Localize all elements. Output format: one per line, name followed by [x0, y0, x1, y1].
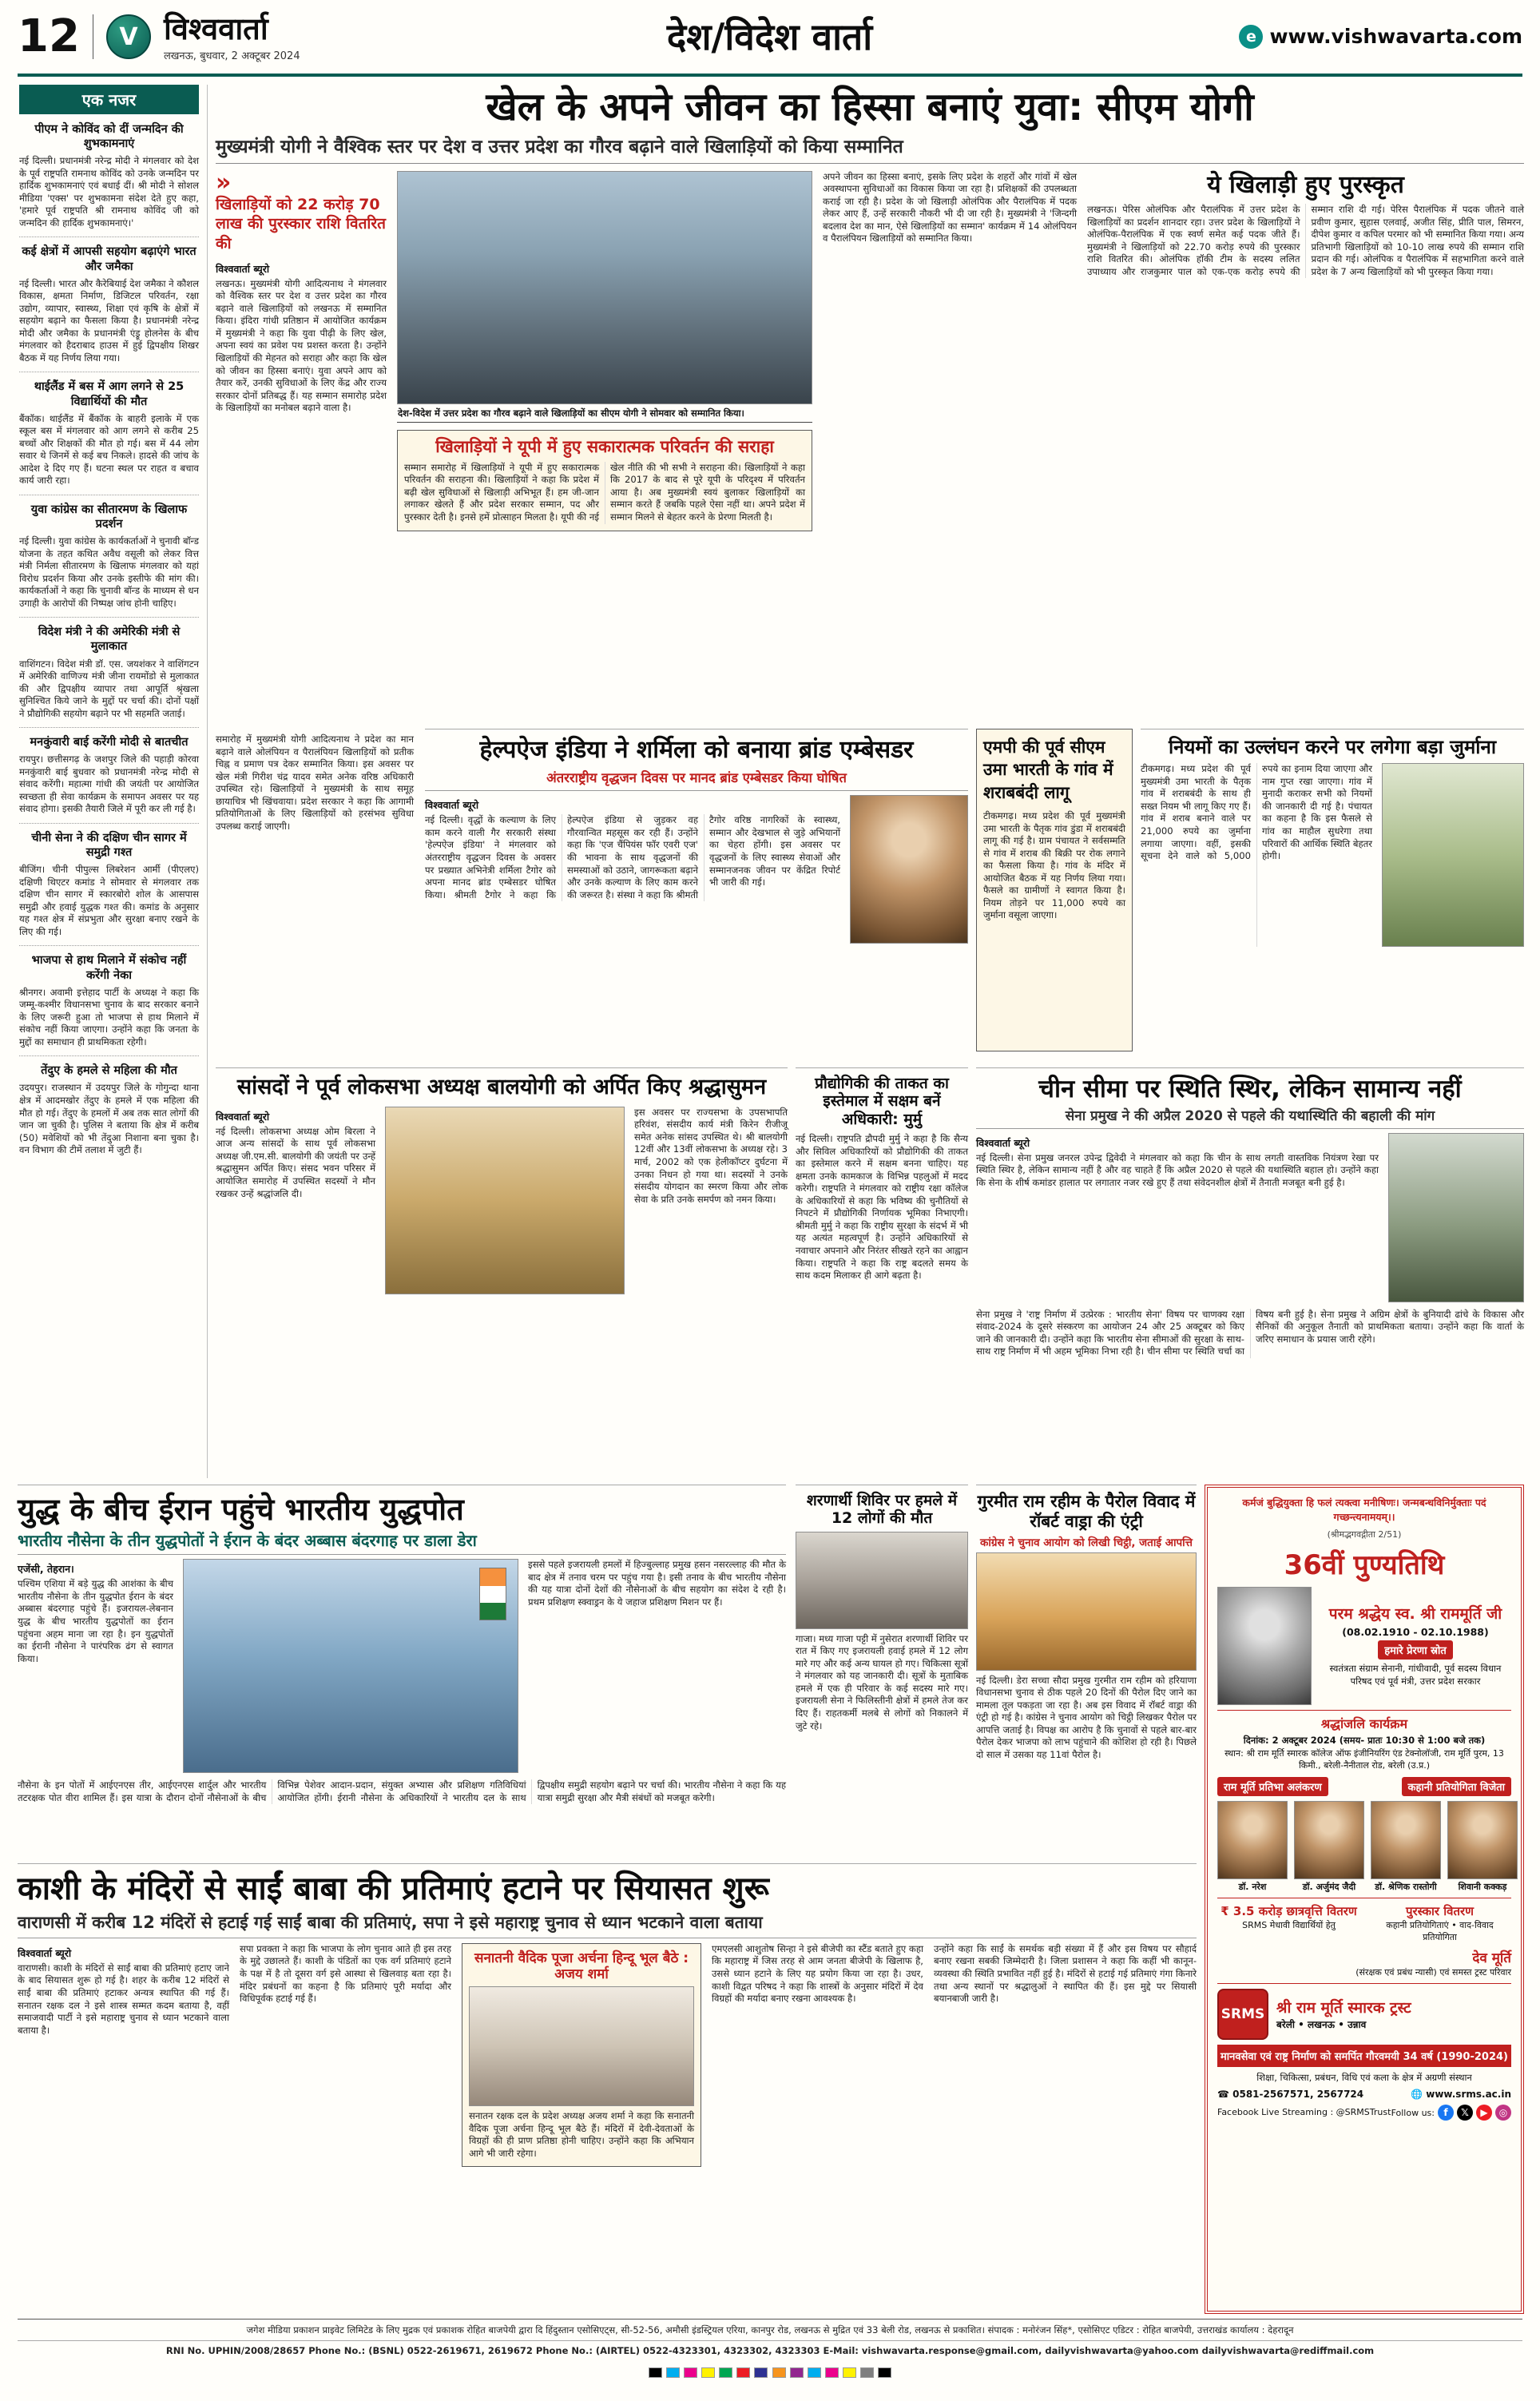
ad-signatory-role: (संरक्षक एवं प्रबंध न्यासी) एवं समस्त ट्रस्ट परिवार	[1355, 1966, 1511, 1978]
sidebar-item-headline: युवा कांग्रेस का सीतारमण के खिलाफ प्रदर्शन	[30, 503, 188, 531]
iran-col-left	[18, 1559, 173, 1773]
masthead-title: विश्ववार्ता	[163, 10, 268, 46]
ad-shloka: कर्मजं बुद्धियुक्ता हि फलं त्यक्त्वा मनीषिणः। जन्मबन्धविनिर्मुक्ताः पदं गच्छन्त्यनामयम्।।	[1242, 1497, 1486, 1523]
website-block	[1239, 25, 1522, 49]
honoree-photo	[1447, 1801, 1518, 1879]
lead-box-body: सम्मान समारोह में खिलाड़ियों ने यूपी में हुए सकारात्मक परिवर्तन की सराहना की। खिलाड़ियों ने कहा कि प्रदेश में बढ़ी खेल सुविधाओं से खिलाड़ी अभिभूत हैं। हम जी-जान लगाकर खेलते हैं और प्रदेश सरकार सम्मान, पद और पुरस्कार देती है। इनसे हमें प्रोत्साहन मिलता है। यूपी की नई खेल नीति की भी सभी ने सराहना की। खिलाड़ियों ने कहा कि 2017 के बाद से पूरे यूपी के परिदृश्य में परिवर्तन आया है। अब मुख्यमंत्री स्वयं बुलाकर खिलाड़ियों का सम्मान करते हैं जबकि पहले ऐसा नहीं था। अपने प्रदेश में सम्मान मिलने से बेहतर करने के प्रेरणा मिलती है।	[404, 461, 805, 523]
ad-fields: शिक्षा, चिकित्सा, प्रबंधन, विधि एवं कला के क्षेत्र में अग्रणी संस्थान	[1256, 2071, 1472, 2083]
kashi-subheadline: वाराणसी में करीब 12 मंदिरों से हटाई गई साईं बाबा की प्रतिमाएं, सपा ने इसे महाराष्ट्र चुनाव से ध्यान भटकाने वाला बताया	[18, 1913, 1197, 1938]
uma-body: टीकमगढ़। मध्य प्रदेश की पूर्व मुख्यमंत्री उमा भारती के पैतृक गांव डुंडा में शराबबंदी लागू की गई है। ग्राम पंचायत ने सर्वसम्मति से गांव में शराब की बिक्री पर रोक लगाने का फैसला किया है। गांव के मंदिर में आयोजित बैठक में यह निर्णय लिया गया। फैसले का ग्रामीणों ने स्वागत किया है। नियम तोड़ने पर 11,000 रुपये का जुर्माना वसूला जाएगा।	[983, 810, 1125, 921]
sidebar-item-body: उदयपुर। राजस्थान में उदयपुर जिले के गोगुन्दा थाना क्षेत्र में आदमखोर तेंदुए के हमले में एक महिला की मौत हो गई। तेंदुए के हमलों में अब तक सात लोगों की जान जा चुकी है। पुलिस ने बताया कि क्षेत्र में करीब (50) मवेशियों को भी तेंदुआ निशाना बना चुका है। वन विभाग की टीमें तलाश में जुटी हैं।	[19, 1082, 199, 1156]
iran-body-1: पश्चिम एशिया में बड़े युद्ध की आशंका के बीच भारतीय नौसेना के तीन युद्धपोत ईरान के बंदर अब्बास बंदरगाह पहुंचे हैं। इजरायल-लेबनान युद्ध के बीच भारतीय युद्धपोतों का ईरान पहुंचना अहम माना जा रहा है। इन युद्धपोतों का ईरानी नौसेना ने पारंपरिक ढंग से स्वागत किया।	[18, 1578, 173, 1664]
ad-award-title: राम मूर्ति प्रतिभा अलंकरण	[1217, 1777, 1328, 1796]
sidebar-item-body: रायपुर। छत्तीसगढ़ के जशपुर जिले की पहाड़ी कोरवा मनकुंवारी बाई बुधवार को प्रधानमंत्री नरेन्द्र मोदी से संवाद करेंगी। महात्मा गांधी की जयंती पर आयोजित स्वच्छता ही सेवा कार्यक्रम के समापन अवसर पर यह संवाद होगा। इसकी तैयारी जिले में पूरी कर ली गई है।	[19, 753, 199, 815]
color-swatch	[701, 2367, 715, 2378]
helpage-article	[425, 729, 968, 944]
honoree-name: डॉ. अर्जुमंद जैदी	[1302, 1881, 1356, 1892]
masthead-title-block	[164, 11, 300, 63]
kashi-col-4	[712, 1943, 923, 2167]
kashi-inner-headline: सनातनी वैदिक पूजा अर्चना हिन्दू भूल बैठे : अजय शर्मा	[474, 1950, 689, 1982]
balayogi-col-left	[216, 1107, 375, 1294]
sidebar-item-headline: थाईलैंड में बस में आग लगने से 25 विद्यार्थियों की मौत	[34, 380, 185, 408]
sidebar-item-headline: पीएम ने कोविंद को दीं जन्मदिन की शुभकामनाएं	[34, 123, 184, 151]
ad-programs-row	[1217, 1898, 1511, 1943]
sidebar-item-headline: कई क्षेत्रों में आपसी सहयोग बढ़ाएंगे भारत और जमैका	[22, 245, 196, 273]
lead-subheadline: मुख्यमंत्री योगी ने वैश्विक स्तर पर देश व उत्तर प्रदेश का गौरव बढ़ाने वाले खिलाड़ियों को किया सम्मानित	[216, 137, 1524, 164]
helpage-byline: विश्ववार्ता ब्यूरो	[425, 799, 479, 812]
ad-honoree-text	[1320, 1604, 1511, 1688]
sidebar-item-headline: तेंदुए के हमले से महिला की मौत	[41, 1064, 177, 1078]
china-headline: चीन सीमा पर स्थिति स्थिर, लेकिन सामान्य नहीं	[1038, 1075, 1462, 1103]
sidebar-item-body: बैंकॉक। थाईलैंड में बैंकॉक के बाहरी इलाके में एक स्कूल बस में मंगलवार को आग लगने से करीब 25 बच्चों और शिक्षकों की मौत हो गई। बस में 44 लोग सवार थे जिनमें से कई बच निकले। हादसे की जांच के आदेश दे दिए गए हैं। घटना स्थल पर राहत व बचाव कार्य जारी रहा।	[19, 412, 199, 487]
lead-box-headline: खिलाड़ियों ने यूपी में हुए सकारात्मक परिवर्तन की सराहा	[435, 437, 774, 457]
sharmila-photo	[850, 795, 968, 944]
ad-org-name: श्री राम मूर्ति स्मारक ट्रस्ट	[1276, 1999, 1411, 2017]
penalty-body: टीकमगढ़। मध्य प्रदेश की पूर्व मुख्यमंत्री उमा भारती के पैतृक गांव में शराबबंदी के साथ ही सख्त नियम भी लागू किए गए हैं। गांव में शराब बनाने वाले पर 21,000 रुपये का जुर्माना लगाया जाएगा। वहीं, इसकी सूचना देने वाले को 5,000 रुपये का इनाम दिया जाएगा और नाम गुप्त रखा जाएगा। गांव में मुनादी कराकर सभी को नियमों की जानकारी दी गई है। पंचायत का कहना है कि इस फैसले से गांव का माहौल सुधरेगा तथा परिवारों की आर्थिक स्थिति बेहतर होगी।	[1141, 763, 1372, 862]
helpage-content	[425, 795, 968, 944]
lead-headline: खेल के अपने जीवन का हिस्सा बनाएं युवा: सीएम योगी	[486, 85, 1254, 129]
penalty-content	[1141, 763, 1524, 947]
kashi-inner-article	[462, 1943, 701, 2167]
ad-scholarship-block	[1217, 1903, 1360, 1943]
website-url: www.vishwavarta.com	[1269, 25, 1522, 49]
china-text	[976, 1133, 1379, 1302]
ad-org-block	[1217, 1983, 1511, 2040]
sidebar-item-headline: भाजपा से हाथ मिलाने में संकोच नहीं करेंगी नेका	[31, 954, 187, 982]
honoree-photo	[1294, 1801, 1364, 1879]
refugee-body: गाजा। मध्य गाजा पट्टी में नुसेरात शरणार्थी शिविर पर रात में किए गए इजरायली हवाई हमले में 12 लोग मारे गए और कई अन्य घायल हो गए। चिकित्सा सूत्रों ने मंगलवार को यह जानकारी दी। सूत्रों के मुताबिक हमले में एक ही परिवार के कई सदस्य मारे गए। इजरायली सेना ने फिलिस्तीनी क्षेत्रों में हमले तेज कर दिए हैं। राहतकर्मी मलबे से लोगों को निकालने में जुटे रहे।	[796, 1632, 968, 1731]
murmu-article	[796, 1067, 968, 1282]
color-swatch	[666, 2367, 680, 2378]
facebook-icon: f	[1438, 2105, 1454, 2121]
color-swatch	[649, 2367, 662, 2378]
footer	[18, 2319, 1522, 2381]
refugee-article	[796, 1485, 968, 1732]
sidebar-item-headline: चीनी सेना ने की दक्षिण चीन सागर में समुद्री गश्त	[31, 831, 187, 860]
ad-shloka-ref: (श्रीमद्भगवद्गीता 2/51)	[1327, 1529, 1402, 1540]
ad-honoree-dates: (08.02.1910 - 02.10.1988)	[1342, 1626, 1489, 1639]
sidebar-item-body: श्रीनगर। अवामी इत्तेहाद पार्टी के अध्यक्ष ने कहा कि जम्मू-कश्मीर विधानसभा चुनाव के बाद सरकार बनाने के लिए जरूरी हुआ तो भाजपा से हाथ मिलाने में संकोच नहीं किया जाएगा। उन्होंने कहा कि जनता के मुद्दों का समाधान ही प्राथमिकता रहेगी।	[19, 986, 199, 1047]
ad-follow-label: Follow us:	[1391, 2107, 1435, 2118]
color-swatch	[754, 2367, 768, 2378]
indian-flag-icon	[479, 1568, 506, 1620]
sidebar-item-headline: मनकुंवारी बाई करेंगी मोदी से बातचीत	[30, 736, 189, 749]
rammurti-photo	[1217, 1587, 1312, 1705]
ad-prize-sub: कहानी प्रतियोगिताएं • वाद-विवाद प्रतियोगिता	[1386, 1919, 1494, 1942]
kashi-body-2: सपा प्रवक्ता ने कहा कि भाजपा के लोग चुनाव आते ही इस तरह के मुद्दे उछालते हैं। काशी के पंडितों का एक वर्ग प्रतिमाएं हटाने के पक्ष में है तो दूसरा वर्ग इसे आस्था से खिलवाड़ बता रहा है। मंदिर प्रबंधनों का कहना है कि प्रतिमाएं पूरी मर्यादा और विधिपूर्वक हटाई गई हैं।	[240, 1942, 451, 2005]
rni-line: RNI No. UPHIN/2008/28657 Phone No.: (BSNL) 0522-2619671, 2619672 Phone No.: (AIRTEL) 0522-4323301, 4323302, 4323303 E-Mail: vishwavarta.response@gmail.com, dailyvishwavarta@yahoo.com dailyvishwavarta@rediffmail.com	[18, 2340, 1522, 2356]
china-body-1: नई दिल्ली। सेना प्रमुख जनरल उपेन्द्र द्विवेदी ने मंगलवार को कहा कि चीन के साथ लगती वास्तविक नियंत्रण रेखा पर स्थिति स्थिर है, लेकिन सामान्य नहीं है और वह चाहते हैं कि अप्रैल 2020 से पहले की यथास्थिति बहाल हो। उन्होंने कहा कि सेना के शीर्ष कमांडर हालात पर लगातार नजर रखे हुए हैं तथा संवेदनशील क्षेत्रों में तैनाती मजबूत बनी हुई है।	[976, 1151, 1379, 1188]
color-swatch	[719, 2367, 732, 2378]
color-calibration-bar	[18, 2366, 1522, 2381]
china-content	[976, 1133, 1524, 1302]
ad-website: 🌐 www.srms.ac.in	[1411, 2088, 1511, 2100]
iran-headline: युद्ध के बीच ईरान पहुंचे भारतीय युद्धपोत	[18, 1492, 464, 1527]
honoree-name: डॉ. श्रेणिक रास्तोगी	[1375, 1881, 1437, 1892]
color-swatch	[860, 2367, 874, 2378]
color-swatch	[790, 2367, 804, 2378]
uma-headline: एमपी की पूर्व सीएम उमा भारती के गांव में शराबबंदी लागू	[983, 737, 1113, 802]
honoree-photo	[1371, 1801, 1441, 1879]
ad-program-date: दिनांक: 2 अक्टूबर 2024 (समय- प्रातः 10:30 से 1:00 बजे तक)	[1243, 1735, 1486, 1746]
lead-right-headline: ये खिलाड़ी हुए पुरस्कृत	[1207, 170, 1404, 199]
honoree-name: डॉ. नरेश	[1238, 1881, 1267, 1892]
kashi-byline: विश्ववार्ता ब्यूरो	[18, 1946, 72, 1959]
ad-social-text: Facebook Live Streaming : @SRMSTrust	[1217, 2107, 1391, 2118]
color-swatch	[736, 2367, 750, 2378]
sidebar-item-body: बीजिंग। चीनी पीपुल्स लिबरेशन आर्मी (पीएलए) दक्षिणी थिएटर कमांड ने सोमवार से मंगलवार तक दक्षिण चीन सागर में स्कारबोरो शोल के आसपास समुद्री और हवाई युद्धक गश्त की। कमांड के अनुसार यह गश्त क्षेत्र में संप्रभुता और सुरक्षा बनाए रखने के लिए की गई।	[19, 864, 199, 937]
ad-prize: पुरस्कार वितरण	[1405, 1903, 1474, 1918]
lead-pullquote: खिलाड़ियों को 22 करोड़ 70 लाख की पुरस्कार राशि वितरित की	[216, 195, 386, 253]
gurmeet-headline: गुरमीत राम रहीम के पैरोल विवाद में रॉबर्ट वाड्रा की एंट्री	[977, 1492, 1196, 1531]
sidebar-item-body: नई दिल्ली। प्रधानमंत्री नरेन्द्र मोदी ने मंगलवार को देश के पूर्व राष्ट्रपति रामनाथ कोविंद को उनके जन्मदिन पर हार्दिक शुभकामनाएं एवं बधाई दीं। श्री मोदी ने सोशल मीडिया 'एक्स' पर शुभकामना संदेश देते हुए कहा, 'हमारे पूर्व राष्ट्रपति श्री रामनाथ कोविंद जी को जन्मदिन की हार्दिक शुभकामनाएं।'	[19, 155, 199, 229]
sidebar-item-body: नई दिल्ली। युवा कांग्रेस के कार्यकर्ताओं ने चुनावी बॉन्ड योजना के तहत कथित अवैध वसूली को लेकर वित्त मंत्री निर्मला सीतारमण के खिलाफ मंगलवार को यहां विरोध प्रदर्शन किया और उनके इस्तीफे की मांग की। कार्यकर्ताओं ने कहा कि चुनावी बॉन्ड के माध्यम से धन उगाही के आरोपों की निष्पक्ष जांच होनी चाहिए।	[19, 535, 199, 609]
kashi-inner-body: सनातन रक्षक दल के प्रदेश अध्यक्ष अजय शर्मा ने कहा कि सनातनी वैदिक पूजा अर्चना हिन्दू भूल बैठे हैं। मंदिरों में देवी-देवताओं के विग्रहों की ही प्राण प्रतिष्ठा होनी चाहिए। उन्होंने कहा कि अभियान आगे भी जारी रहेगा।	[469, 2110, 694, 2159]
lead-continuation	[216, 733, 414, 833]
balayogi-headline: सांसदों ने पूर्व लोकसभा अध्यक्ष बालयोगी को अर्पित किए श्रद्धासुमन	[236, 1075, 767, 1099]
ad-banner: मानवसेवा एवं राष्ट्र निर्माण को समर्पित गौरवमयी 34 वर्ष (1990-2024)	[1217, 2045, 1511, 2067]
color-swatch	[808, 2367, 821, 2378]
lead-body-1: लखनऊ। मुख्यमंत्री योगी आदित्यनाथ ने मंगलवार को वैश्विक स्तर पर देश व उत्तर प्रदेश का गौरव बढ़ाने वाले खिलाड़ियों को लखनऊ में सम्मानित किया। इंदिरा गांधी प्रतिष्ठान में आयोजित कार्यक्रम में मुख्यमंत्री ने कहा कि युवा पीढ़ी के लिए खेल, अपना स्वयं का प्रवेश पथ प्रशस्त करता है। उन्होंने खिलाड़ियों की मेहनत को सराहा और कहा कि खेल को जीवन का हिस्सा बनाएं। युवा अपने आप को तैयार करें, उनकी सुविधाओं के लिए केंद्र और राज्य सरकार दोनों प्रतिबद्ध हैं। यह सम्मान समारोह प्रदेश के खिलाड़ियों का मनोबल बढ़ाने वाला है।	[216, 277, 387, 414]
ad-signatory: देव मूर्ति	[1472, 1950, 1511, 1966]
color-swatch	[684, 2367, 697, 2378]
color-swatch	[843, 2367, 856, 2378]
ad-honoree-card	[1294, 1801, 1364, 1893]
ad-contact-row	[1217, 2089, 1511, 2100]
ad-honorees-row	[1217, 1801, 1511, 1893]
srms-logo: SRMS	[1217, 1989, 1268, 2040]
balayogi-content	[216, 1107, 788, 1294]
china-article	[976, 1067, 1524, 1358]
color-swatch	[825, 2367, 839, 2378]
ad-org-text	[1276, 1997, 1411, 2031]
lead-byline: विश्ववार्ता ब्यूरो	[216, 262, 270, 275]
kashi-col-1	[18, 1943, 229, 2167]
kashi-body-3: एमएलसी आशुतोष सिन्हा ने इसे बीजेपी का स्टैंड बताते हुए कहा कि महाराष्ट्र में जिस तरह से आम जनता बीजेपी के खिलाफ है, उससे ध्यान हटाने के लिए यह प्रयोग किया जा रहा है। उधर, काशी विद्वत परिषद ने कहा कि शास्त्रों के अनुसार मंदिरों में देव विग्रहों की मर्यादा बनाए रखना आवश्यक है।	[712, 1942, 923, 2005]
sidebar-title: एक नजर	[19, 85, 199, 114]
balayogi-body-1: नई दिल्ली। लोकसभा अध्यक्ष ओम बिरला ने आज अन्य सांसदों के साथ पूर्व लोकसभा अध्यक्ष जी.एम.सी. बालयोगी की जयंती पर उन्हें श्रद्धासुमन अर्पित किए। संसद भवन परिसर में आयोजित समारोह में उपस्थित सदस्यों ने मौन रखकर उन्हें श्रद्धांजलि दी।	[216, 1125, 375, 1199]
ad-honoree-name: परम श्रद्धेय स्व. श्री राममूर्ति जी	[1328, 1604, 1502, 1623]
lead-col-1	[216, 168, 387, 531]
color-swatch	[878, 2367, 891, 2378]
page-number: 12	[18, 14, 93, 59]
sidebar-item-headline: विदेश मंत्री ने की अमेरिकी मंत्री से मुलाकात	[38, 626, 181, 654]
helpage-headline: हेल्पऐज इंडिया ने शर्मिला को बनाया ब्रांड एम्बेसडर	[479, 736, 914, 764]
murmu-headline: प्रौद्योगिकी की ताकत का इस्तेमाल में सक्षम बनें अधिकारी: मुर्मु	[815, 1075, 949, 1128]
lead-col-4	[1087, 171, 1524, 531]
kashi-article	[18, 1863, 1197, 2167]
balayogi-photo	[385, 1107, 625, 1294]
honoree-photo	[1217, 1801, 1288, 1879]
kashi-body-4: उन्होंने कहा कि साईं के समर्थक बड़ी संख्या में हैं और इस विषय पर सौहार्द बनाए रखना सबकी जिम्मेदारी है। जिला प्रशासन ने कहा कि कहीं भी कानून-व्यवस्था की स्थिति प्रभावित नहीं हुई है। मंदिरों से हटाई गई प्रतिमाएं गंगा किनारे तथा अन्य स्थानों पर श्रद्धालुओं ने स्थापित की हैं। इस मुद्दे पर सियासी बयानबाजी जारी है।	[934, 1942, 1197, 2005]
sidebar-ek-nazar	[18, 85, 208, 1478]
gurmeet-subheadline: कांग्रेस ने चुनाव आयोग को लिखी चिट्ठी, जताई आपत्ति	[980, 1536, 1193, 1549]
lead-col-2	[397, 171, 812, 531]
iran-body-3: नौसेना के इन पोतों में आईएनएस तीर, आईएनएस शार्दुल और भारतीय तटरक्षक पोत वीरा शामिल हैं। इस यात्रा के दौरान दोनों नौसेनाओं के बीच विभिन्न पेशेवर आदान-प्रदान, संयुक्त अभ्यास और प्रशिक्षण गतिविधियां आयोजित होंगी। ईरानी नौसेना के अधिकारियों ने भारतीय दल के साथ द्विपक्षीय समुद्री सहयोग बढ़ाने पर चर्चा की। भारतीय नौसेना ने कहा कि यह यात्रा समुद्री सुरक्षा और मैत्री संबंधों को मजबूत करेगी।	[18, 1779, 786, 1803]
ad-social-row	[1217, 2105, 1511, 2121]
navy-photo	[183, 1559, 518, 1773]
kashi-col-2	[240, 1943, 451, 2167]
ad-program-venue: स्थान: श्री राम मूर्ति स्मारक कॉलेज ऑफ इंजीनियरिंग एंड टेक्नोलॉजी, राम मूर्ति पुरम, 13 किमी., बरेली-नैनीताल रोड, बरेली (उ.प्र.)	[1224, 1748, 1504, 1771]
lead-photo-caption: देश-विदेश में उत्तर प्रदेश का गौरव बढ़ाने वाले खिलाड़ियों का सीएम योगी ने सोमवार को सम्मानित किया।	[397, 404, 812, 423]
ad-phone: ☎ 0581-2567571, 2567724	[1217, 2088, 1364, 2100]
gurmeet-body: नई दिल्ली। डेरा सच्चा सौदा प्रमुख गुरमीत राम रहीम को हरियाणा विधानसभा चुनाव से ठीक पहले 20 दिनों की पैरोल दिए जाने का मामला तूल पकड़ता जा रहा है। अब इस विवाद में रॉबर्ट वाड्रा की एंट्री हो गई है। कांग्रेस ने चुनाव आयोग को चिट्ठी लिखकर पैरोल पर आपत्ति जताई है। विपक्ष का आरोप है कि चुनावों से पहले बार-बार पैरोल देकर भाजपा को लाभ पहुंचाने की कोशिश हो रही है। पिछले दो साल में उसका यह 11वां पैरोल है।	[976, 1674, 1197, 1760]
youtube-icon: ▶	[1476, 2105, 1492, 2121]
lead-body-cont: समारोह में मुख्यमंत्री योगी आदित्यनाथ ने प्रदेश का मान बढ़ाने वाले ओलंपियन व पैरालंपियन खिलाड़ियों को प्रतीक चिह्न व प्रमाण पत्र देकर सम्मानित किया। इस अवसर पर खेल मंत्री गिरीश चंद्र यादव समेत अनेक वरिष्ठ अधिकारी उपस्थित रहे। खिलाड़ियों ने मुख्यमंत्री के साथ समूह छायाचित्र भी खिंचवाया। प्रदेश सरकार ने कहा कि आगामी प्रतियोगिताओं के लिए खिलाड़ियों को हरसंभव सुविधा उपलब्ध कराई जाएगी।	[216, 733, 414, 832]
balayogi-article	[216, 1067, 788, 1294]
ad-follow-block	[1391, 2105, 1511, 2121]
ad-inspiration-title: हमारे प्रेरणा स्रोत	[1378, 1640, 1453, 1660]
ad-story-title: कहानी प्रतियोगिता विजेता	[1402, 1777, 1511, 1796]
ram-rahim-photo	[976, 1552, 1197, 1671]
sidebar-item-body: नई दिल्ली। भारत और कैरेबियाई देश जमैका ने कौशल विकास, क्षमता निर्माण, डिजिटल परिवर्तन, रक्षा उद्योग, व्यापार, स्वास्थ्य, शिक्षा एवं कृषि के क्षेत्रों में सहयोग बढ़ाने का फैसला किया है। प्रधानमंत्री नरेन्द्र मोदी और जमैका के प्रधानमंत्री एंड्रू होलनेस के बीच मंगलवार को हैदराबाद हाउस में हुई द्विपक्षीय शिखर बैठक में यह निर्णय लिया गया।	[19, 277, 199, 364]
lead-body-2: अपने जीवन का हिस्सा बनाएं, इसके लिए प्रदेश के शहरों और गांवों में खेल अवस्थापना सुविधाओं का विकास किया जा रहा है। प्रशिक्षकों की उपलब्धता कराई जा रही है। प्रदेश के जो खिलाड़ी ओलंपिक और पैरालंपिक में पदक लेकर आए हैं, उन्हें सरकारी नौकरी भी दी जा रही है। मुख्यमंत्री ने 'जिन्दगी बदलाव देश का मान, ऐसे खिलाड़ियों का सम्मान' कार्यक्रम में 14 ओलंपियन व पैरालंपियन खिलाड़ियों को सम्मानित किया।	[823, 170, 1077, 244]
kashi-body-1: वाराणसी। काशी के मंदिरों से साईं बाबा की प्रतिमाएं हटाए जाने के बाद सियासत शुरू हो गई है। शहर के करीब 12 मंदिरों से साईं बाबा की प्रतिमाएं हटाकर अन्यत्र स्थापित की गई हैं। सनातन रक्षक दल ने इसे शास्त्र सम्मत कदम बताया है, वहीं समाजवादी पार्टी ने इसे महाराष्ट्र चुनाव से ध्यान भटकाने वाला बताया है।	[18, 1962, 229, 2036]
iran-byline: एजेंसी, तेहरान।	[18, 1563, 74, 1576]
china-byline: विश्ववार्ता ब्यूरो	[976, 1136, 1030, 1149]
gurmeet-article	[976, 1485, 1197, 1761]
lead-right-body: लखनऊ। पेरिस ओलंपिक और पैरालंपिक में उत्तर प्रदेश के खिलाड़ियों का प्रदर्शन शानदार रहा। उत्तर प्रदेश के खिलाड़ियों ने ओलंपिक-पैरालंपिक में एक स्वर्ण समेत कई पदक जीते हैं। मुख्यमंत्री ने खिलाड़ियों को 22.70 करोड़ रुपये की पुरस्कार राशि वितरित की। ओलंपिक हॉकी टीम के सदस्य ललित उपाध्याय और राजकुमार पाल को एक-एक करोड़ रुपये की सम्मान राशि दी गई। पेरिस पैरालंपिक में पदक जीतने वाले प्रवीण कुमार, सुहास एलवाई, अजीत सिंह, प्रीति पाल, सिमरन, दीपेश कुमार व कपिल परमार को भी सम्मानित किया गया। अन्य प्रतिभागी खिलाड़ियों को 10-10 लाख रुपये की सम्मान राशि प्रदान की गई। ओलंपिक व पैरालंपिक में सहभागिता करने वाले प्रदेश के 7 अन्य खिलाड़ियों को भी पुरस्कृत किया गया।	[1087, 204, 1524, 277]
masthead-logo-icon: V	[106, 14, 151, 59]
masthead-dateline: लखनऊ, बुधवार, 2 अक्टूबर 2024	[163, 50, 300, 63]
ad-honoree-card	[1217, 1801, 1288, 1893]
iran-subheadline: भारतीय नौसेना के तीन युद्धपोतों ने ईरान के बंदर अब्बास बंदरगाह पर डाला डेरा	[18, 1532, 786, 1556]
helpage-body: नई दिल्ली। वृद्धों के कल्याण के लिए काम करने वाली गैर सरकारी संस्था 'हेल्पऐज इंडिया' ने मंगलवार को अंतरराष्ट्रीय वृद्धजन दिवस के अवसर पर प्रख्यात अभिनेत्री शर्मिला टैगोर को अपना मानद ब्रांड एम्बेसडर घोषित किया। श्रीमती टैगोर ने कहा कि हेल्पऐज इंडिया से जुड़कर वह गौरवान्वित महसूस कर रही हैं। उन्होंने कहा कि 'एज चैंपियंस फॉर एवरी एज' की भावना के साथ वृद्धजनों की समस्याओं को उठाने, जागरूकता बढ़ाने और उनके कल्याण के लिए काम करने की जरूरत है। संस्था ने कहा कि श्रीमती टैगोर वरिष्ठ नागरिकों के स्वास्थ्य, सम्मान और देखभाल से जुड़े अभियानों का चेहरा होंगी। इस अवसर पर वृद्धजनों के लिए स्वास्थ्य सेवाओं और सम्मानजनक जीवन पर केंद्रित रिपोर्ट भी जारी की गई।	[425, 814, 840, 900]
sidebar-item-body: वाशिंगटन। विदेश मंत्री डॉ. एस. जयशंकर ने वाशिंगटन में अमेरिकी वाणिज्य मंत्री जीना रायमोंडो से मुलाकात की और द्विपक्षीय व्यापार तथा आपूर्ति श्रृंखला सुनिश्चित किये जाने के मुद्दों पर चर्चा की। दोनों पक्षों ने प्रौद्योगिकी सहयोग बढ़ाने पर भी सहमति जताई।	[19, 658, 199, 719]
lead-box-article	[397, 430, 812, 531]
lead-story	[216, 85, 1524, 531]
kashi-col-5	[934, 1943, 1197, 2167]
penalty-headline: नियमों का उल्लंघन करने पर लगेगा बड़ा जुर्माना	[1168, 736, 1497, 758]
pullquote-mark: »	[216, 168, 232, 197]
ad-honoree-block	[1217, 1587, 1511, 1705]
honoree-name: शिवानी कक्कड़	[1458, 1881, 1507, 1892]
ad-inspiration-text: स्वतंत्रता संग्राम सेनानी, गांधीवादी, पूर्व सदस्य विधान परिषद एवं पूर्व मंत्री, उत्तर प्रदेश सरकार	[1329, 1663, 1502, 1687]
refugee-headline: शरणार्थी शिविर पर हमले में 12 लोगों की मौत	[806, 1492, 958, 1528]
village-photo	[1382, 763, 1524, 947]
murmu-body: नई दिल्ली। राष्ट्रपति द्रौपदी मुर्मु ने कहा है कि सैन्य और सिविल अधिकारियों को प्रौद्योगिकी की ताकत का इस्तेमाल करने में सक्षम बनना चाहिए। यह क्षमता उनके कामकाज के विभिन्न पहलुओं में मदद करेगी। राष्ट्रपति ने मंगलवार को राष्ट्रीय रक्षा कॉलेज के अधिकारियों से कहा कि भविष्य की चुनौतियों से निपटने में प्रौद्योगिकी निर्णायक भूमिका निभाएगी। श्रीमती मुर्मु ने कहा कि राष्ट्रीय सुरक्षा के संदर्भ में भी यह अत्यंत महत्वपूर्ण है। उन्होंने अधिकारियों से नवाचार अपनाने और निरंतर सीखते रहने का आह्वान किया। राष्ट्रपति ने कहा कि राष्ट्र बदलते समय के साथ कदम मिलाकर ही आगे बढ़ता है।	[796, 1133, 968, 1282]
gaza-photo	[796, 1532, 968, 1629]
iran-article	[18, 1485, 786, 1804]
lead-col-3	[823, 171, 1077, 531]
penalty-article	[1141, 729, 1524, 947]
sai-photo	[469, 1986, 694, 2106]
masthead	[18, 6, 1522, 77]
ad-awards-header	[1217, 1777, 1511, 1796]
balayogi-body-2: इस अवसर पर राज्यसभा के उपसभापति हरिवंश, संसदीय कार्य मंत्री किरेन रीजीजू समेत अनेक सांसद उपस्थित थे। श्री बालयोगी 12वीं और 13वीं लोकसभा के अध्यक्ष रहे। 3 मार्च, 2002 को एक हेलीकॉप्टर दुर्घटना में उनका निधन हो गया था। सदस्यों ने उनके संसदीय योगदान का स्मरण किया और लोक सेवा के प्रति उनके समर्पण को नमन किया।	[634, 1106, 788, 1205]
balayogi-byline: विश्ववार्ता ब्यूरो	[216, 1110, 270, 1123]
ad-scholarship-sub: SRMS मेधावी विद्यार्थियों हेतु	[1242, 1919, 1336, 1930]
iran-content	[18, 1559, 786, 1773]
color-swatch	[772, 2367, 786, 2378]
kashi-columns	[18, 1943, 1197, 2167]
imprint-line: जगेश मीडिया प्रकाशन प्राइवेट लिमिटेड के लिए मुद्रक एवं प्रकाशक रोहित बाजपेयी द्वारा दि हिंदुस्तान एसोसिएट्स, सी-52-56, अमौसी इंडस्ट्रियल एरिया, कानपुर रोड, लखनऊ से मुद्रित एवं 33 बेली रोड, लखनऊ से प्रकाशित। संपादक : मनोरंजन सिंह*, एसोसिएट एडिटर : रोहित बाजपेयी, उत्तराखंड कार्यालय : देहरादून	[246, 2324, 1294, 2335]
ad-program-title: श्रद्धांजलि कार्यक्रम	[1320, 1716, 1408, 1731]
helpage-text	[425, 795, 840, 944]
srms-memorial-ad	[1205, 1485, 1524, 2314]
ad-signatory-block	[1217, 1948, 1511, 1978]
ad-title: 36वीं पुण्यतिथि	[1284, 1549, 1445, 1581]
ad-honoree-card	[1371, 1801, 1441, 1893]
ad-prize-block	[1368, 1903, 1511, 1943]
lead-photo	[397, 171, 812, 404]
china-subheadline: सेना प्रमुख ने की अप्रैल 2020 से पहले की यथास्थिति की बहाली की मांग	[976, 1108, 1524, 1129]
ad-org-cities: बरेली • लखनऊ • उन्नाव	[1276, 2019, 1367, 2031]
ad-program-block	[1217, 1710, 1511, 1772]
iran-body-2: इससे पहले इजरायली हमलों में हिज्बुल्लाह प्रमुख हसन नसरल्लाह की मौत के बाद क्षेत्र में तनाव चरम पर पहुंच गया है। इसी तनाव के बीच भारतीय नौसेना की यह यात्रा दोनों देशों की नौसेनाओं के बीच सहयोग का संदेश दे रही है। प्रथम प्रशिक्षण स्क्वाड्रन के ये जहाज प्रशिक्षण मिशन पर हैं।	[528, 1559, 786, 1608]
helpage-kicker: अंतरराष्ट्रीय वृद्धजन दिवस पर मानद ब्रांड एम्बेसडर किया घोषित	[425, 768, 968, 791]
lead-columns	[216, 168, 1524, 531]
instagram-icon: ◎	[1495, 2105, 1511, 2121]
ad-scholarship: ₹ 3.5 करोड़ छात्रवृत्ति वितरण	[1220, 1903, 1357, 1918]
website-logo-icon: e	[1239, 25, 1263, 49]
kashi-headline: काशी के मंदिरों से साईं बाबा की प्रतिमाएं हटाने पर सियासत शुरू	[18, 1870, 769, 1907]
uma-bharti-article	[976, 729, 1133, 1051]
x-icon: 𝕏	[1457, 2105, 1473, 2121]
army-chief-photo	[1388, 1133, 1524, 1302]
china-body-2: सेना प्रमुख ने 'राष्ट्र निर्माण में उत्प्रेरक : भारतीय सेना' विषय पर चाणक्य रक्षा संवाद-2024 के दूसरे संस्करण का आयोजन 24 और 25 अक्टूबर को किए जाने की जानकारी दी। उन्होंने कहा कि भारतीय सेना सीमाओं की सुरक्षा के साथ-साथ राष्ट्र निर्माण में भी अहम भूमिका निभा रही है। चीन सीमा पर स्थिति चर्चा का विषय बनी हुई है। सेना प्रमुख ने अग्रिम क्षेत्रों के बुनियादी ढांचे के विकास और सैनिकों की अनुकूल तैनाती को प्राथमिकता बताया। उन्होंने कहा कि वार्ता के जरिए समाधान के प्रयास जारी रहेंगे।	[976, 1308, 1524, 1358]
ad-honoree-card	[1447, 1801, 1518, 1893]
section-title: देश/विदेश वार्ता	[666, 14, 873, 58]
